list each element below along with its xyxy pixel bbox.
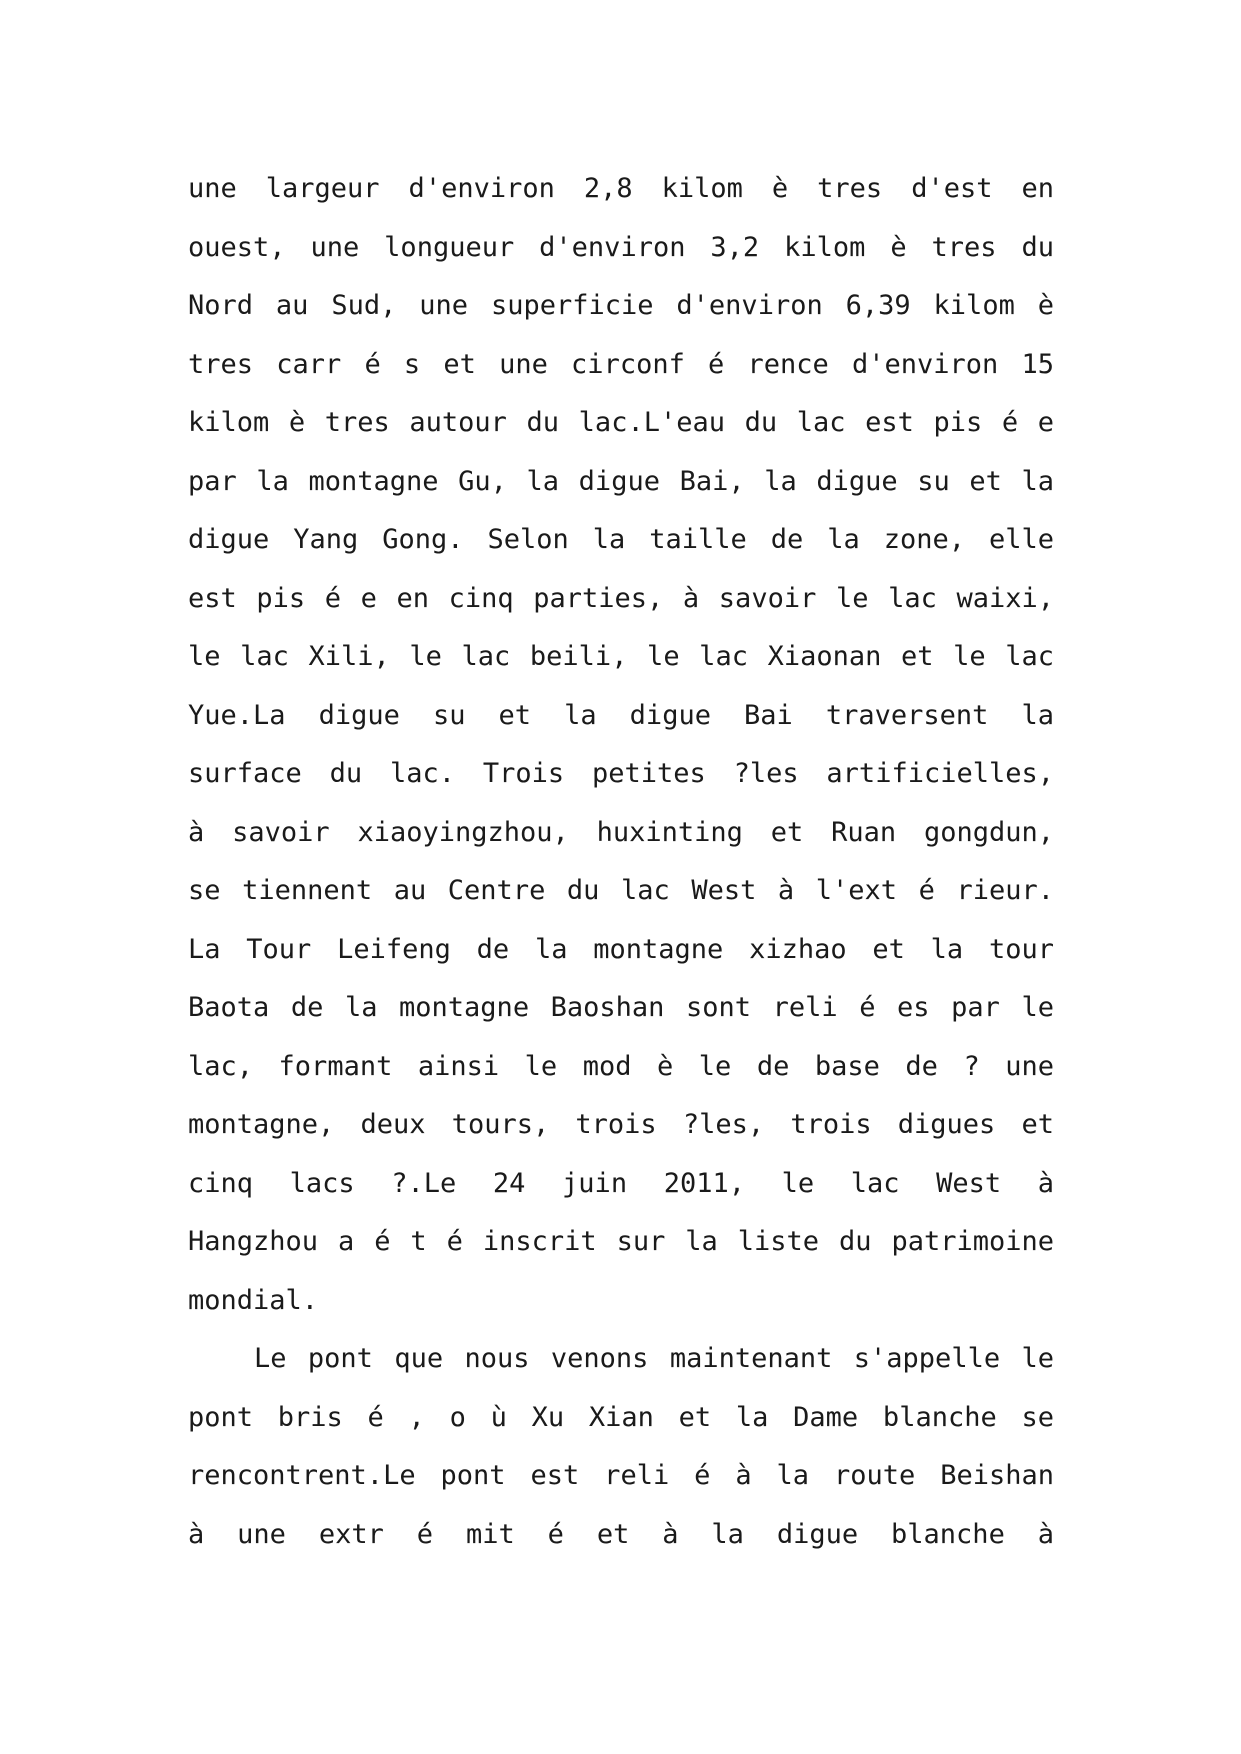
text-line: tres carr é s et une circonf é rence d'environ 15 — [188, 348, 1054, 380]
text-line: est pis é e en cinq parties, à savoir le lac waixi, — [188, 582, 1054, 614]
text-line: le lac Xili, le lac beili, le lac Xiaonan et le lac — [188, 641, 1054, 672]
text-line: par la montagne Gu, la digue Bai, la digue su et la — [188, 465, 1054, 497]
text-line: Baota de la montagne Baoshan sont reli é es par le — [188, 992, 1054, 1023]
text-line: une largeur d'environ 2,8 kilom è tres d'est en — [188, 173, 1054, 204]
text-line: surface du lac. Trois petites ?les artificielles, — [188, 758, 1054, 789]
paragraph-1 — [188, 160, 1054, 1330]
text-line: pont bris é , o ù Xu Xian et la Dame blanche se — [188, 1401, 1054, 1433]
text-line: digue Yang Gong. Selon la taille de la zone, elle — [188, 524, 1054, 555]
text-line: Hangzhou a é t é inscrit sur la liste du patrimoine — [188, 1226, 1054, 1257]
text-line: mondial. — [188, 1284, 319, 1316]
text-line: cinq lacs ?.Le 24 juin 2011, le lac West à — [188, 1167, 1054, 1199]
text-line: montagne, deux tours, trois ?les, trois digues et — [188, 1109, 1054, 1140]
text-line: Le pont que nous venons maintenant s'appelle le — [254, 1343, 1054, 1374]
text-line: rencontrent.Le pont est reli é à la route Beishan — [188, 1460, 1054, 1491]
text-line: La Tour Leifeng de la montagne xizhao et la tour — [188, 933, 1054, 965]
body-text — [188, 160, 1054, 1564]
text-line: Nord au Sud, une superficie d'environ 6,39 kilom è — [188, 290, 1054, 321]
text-line: lac, formant ainsi le mod è le de base de ? une — [188, 1050, 1054, 1082]
text-line: à une extr é mit é et à la digue blanche à — [188, 1518, 1054, 1550]
text-line: ouest, une longueur d'environ 3,2 kilom è tres du — [188, 231, 1054, 263]
text-line: kilom è tres autour du lac.L'eau du lac est pis é e — [188, 407, 1054, 438]
text-line: à savoir xiaoyingzhou, huxinting et Ruan gongdun, — [188, 816, 1054, 848]
paragraph-2 — [188, 1330, 1054, 1564]
text-line: se tiennent au Centre du lac West à l'ext é rieur. — [188, 875, 1054, 906]
text-line: Yue.La digue su et la digue Bai traversent la — [188, 699, 1054, 731]
